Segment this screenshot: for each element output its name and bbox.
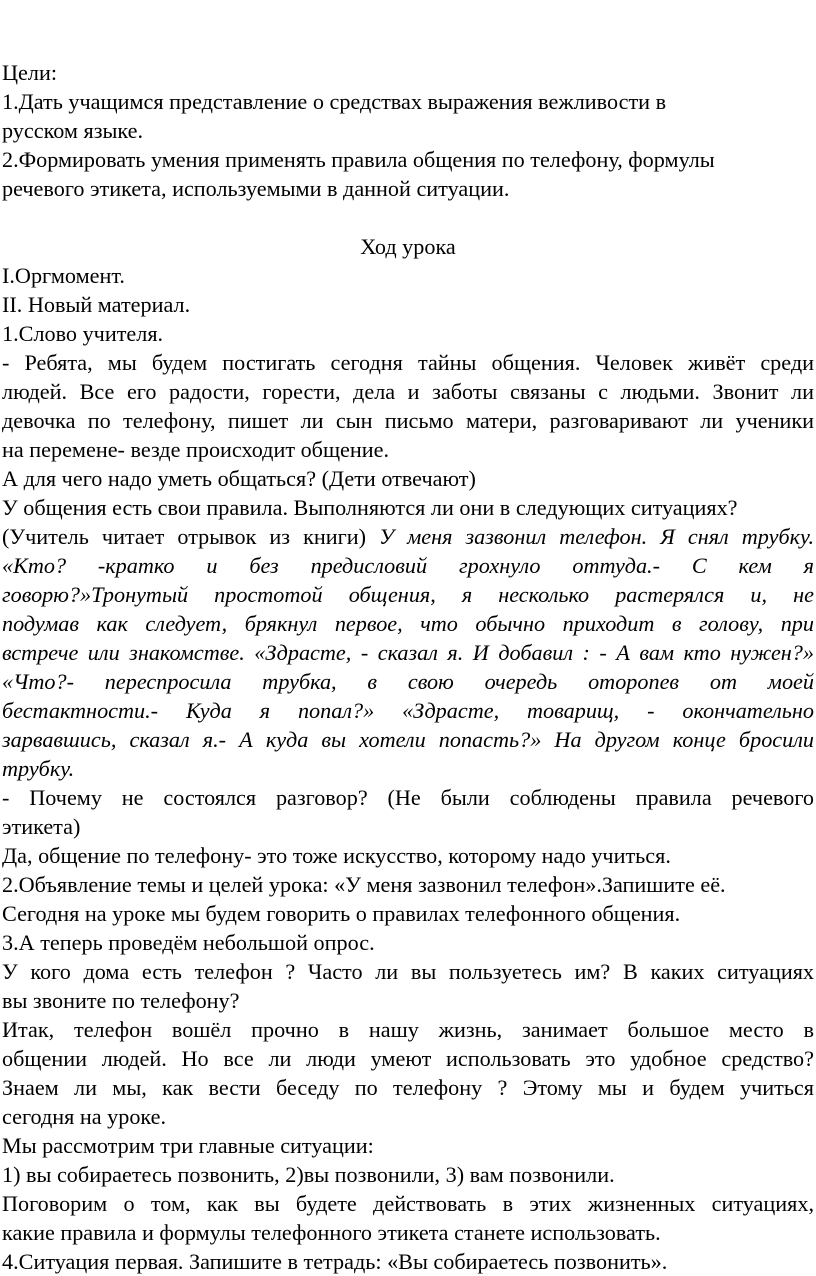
lesson-title: Ход урока (360, 234, 456, 259)
quote-line-7: бестактности.- Куда я попал?» «Здрасте, товарищ, - окончательно (2, 698, 814, 723)
goal-2-line-1: 2.Формировать умения применять правила общения по телефону, формулы (2, 147, 715, 172)
survey-question-line-2: вы звоните по телефону? (2, 988, 240, 1013)
talk-line-1: Поговорим о том, как вы будете действовать в этих жизненных ситуациях, (2, 1191, 814, 1216)
quote-line-3: говорю?»Тронутый простотой общения, я несколько растерялся и, не (2, 582, 814, 607)
rules-line: У общения есть свои правила. Выполняются ли они в следующих ситуациях? (2, 495, 738, 520)
survey-line: 3.А теперь проведём небольшой опрос. (2, 930, 375, 955)
quote-line-6: «Что?- переспросила трубка, в свою очередь оторопев от моей (2, 669, 814, 694)
section-org: I.Оргмомент. (2, 263, 125, 288)
quote-line-2: «Кто? -кратко и без предисловий грохнуло оттуда.- С кем я (2, 553, 814, 578)
reading-intro: (Учитель читает отрывок из книги) (2, 524, 380, 549)
situations-list-line: 1) вы собираетесь позвонить, 2)вы позвонили, 3) вам позвонили. (2, 1162, 615, 1187)
quote-line-4: подумав как следует, брякнул первое, что обычно приходит в голову, при (2, 611, 814, 636)
blank-line (2, 203, 814, 232)
art-line: Да, общение по телефону- это тоже искусство, которому надо учиться. (2, 843, 671, 868)
teacher-word-heading: 1.Слово учителя. (2, 321, 164, 346)
quote-line-5: встрече или знакомстве. «Здрасте, - сказал я. И добавил : - А вам кто нужен?» (2, 640, 814, 665)
section-new-material: II. Новый материал. (2, 292, 191, 317)
goal-1-line-2: русском языке. (2, 118, 143, 143)
goal-1-line-1: 1.Дать учащимся представление о средствах выражения вежливости в (2, 89, 667, 114)
teacher-text-line-1: - Ребята, мы будем постигать сегодня тайны общения. Человек живёт среди (2, 350, 814, 375)
situation-one-line: 4.Ситуация первая. Запишите в тетрадь: «Вы собираетесь позвонить». (2, 1249, 668, 1274)
summary-line-3: Знаем ли мы, как вести беседу по телефону ? Этому мы и будем учиться (2, 1075, 814, 1100)
today-line: Сегодня на уроке мы будем говорить о правилах телефонного общения. (2, 901, 681, 926)
three-situations-line: Мы рассмотрим три главные ситуации: (2, 1133, 374, 1158)
goals-heading: Цели: (2, 60, 57, 85)
summary-line-2: общении людей. Но все ли люди умеют использовать это удобное средство? (2, 1046, 814, 1071)
why-line-2: этикета) (2, 814, 81, 839)
topic-line: 2.Объявление темы и целей урока: «У меня зазвонил телефон».Запишите её. (2, 872, 726, 897)
summary-line-1: Итак, телефон вошёл прочно в нашу жизнь, занимает большое место в (2, 1017, 814, 1042)
survey-question-line-1: У кого дома есть телефон ? Часто ли вы пользуетесь им? В каких ситуациях (2, 959, 814, 984)
quote-line-8: зарвавшись, сказал я.- А куда вы хотели попасть?» На другом конце бросили (2, 727, 814, 752)
teacher-text-line-4: на перемене- везде происходит общение. (2, 437, 390, 462)
goal-2-line-2: речевого этикета, используемыми в данной ситуации. (2, 176, 510, 201)
quote-line-9: трубку. (2, 756, 75, 781)
teacher-text-line-2: людей. Все его радости, горести, дела и заботы связаны с людьми. Звонит ли (2, 379, 814, 404)
why-line-1: - Почему не состоялся разговор? (Не были соблюдены правила речевого (2, 785, 814, 810)
summary-line-4: сегодня на уроке. (2, 1104, 167, 1129)
quote-line-1: У меня зазвонил телефон. Я снял трубку. (379, 524, 814, 549)
talk-line-2: какие правила и формулы телефонного этикета станете использовать. (2, 1220, 661, 1245)
reading-line (2, 522, 814, 551)
question-line: А для чего надо уметь общаться? (Дети отвечают) (2, 466, 476, 491)
teacher-text-line-3: девочка по телефону, пишет ли сын письмо матери, разговаривают ли ученики (2, 408, 814, 433)
